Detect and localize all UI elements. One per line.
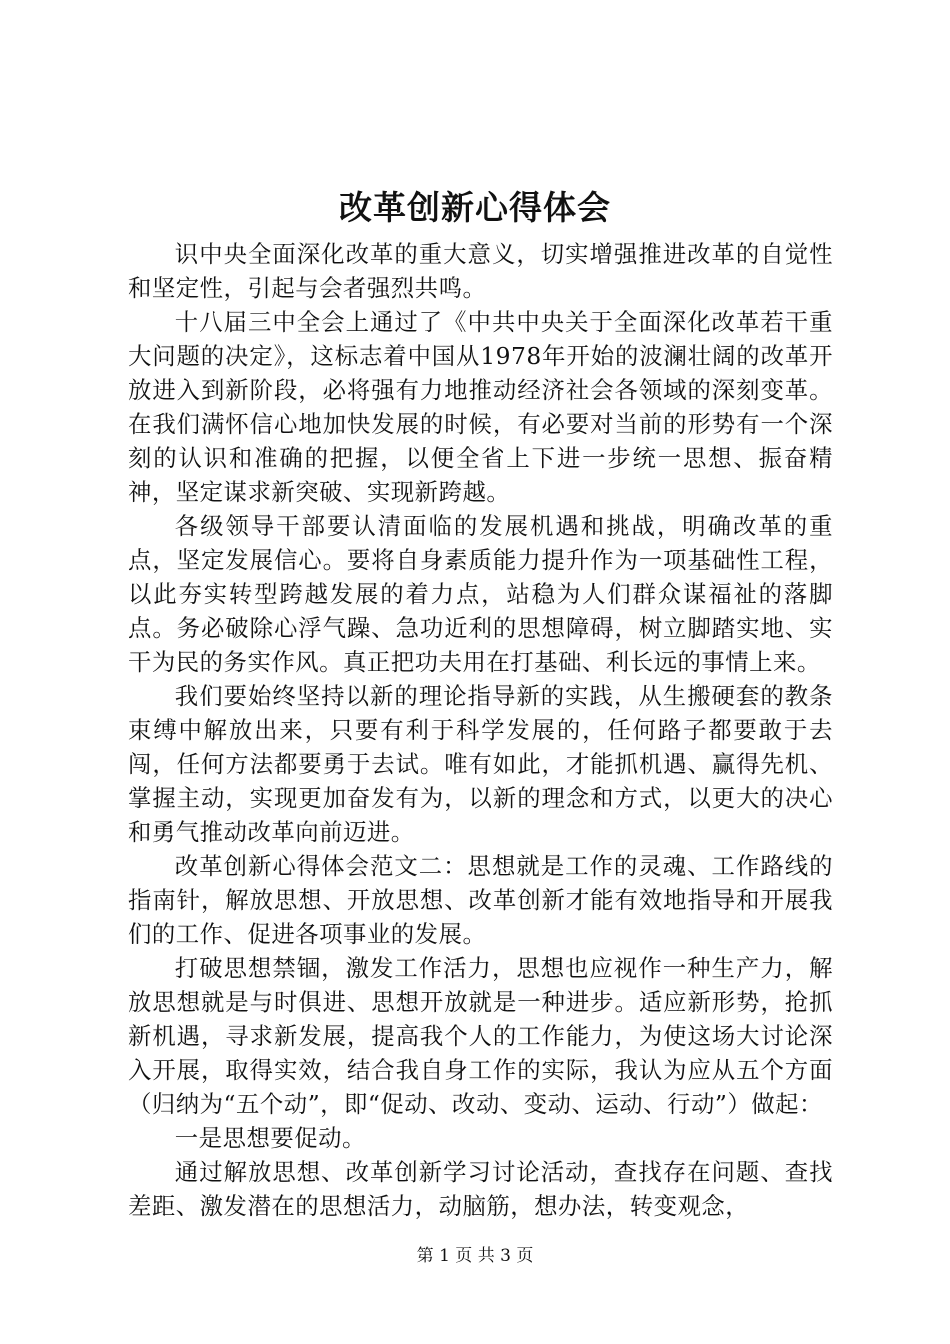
paragraph: 各级领导干部要认清面临的发展机遇和挑战，明确改革的重点，坚定发展信心。要将自身素质能力提升作为一项基础性工程，以此夯实转型跨越发展的着力点，站稳为人们群众谋福祉的落脚点。务必破除心浮气躁、急功近利的思想障碍，树立脚踏实地、实干为民的务实作风。真正把功夫用在打基础、利长远的事情上来。 bbox=[128, 512, 833, 676]
paragraph: 识中央全面深化改革的重大意义，切实增强推进改革的自觉性和坚定性，引起与会者强烈共鸣。 bbox=[128, 240, 833, 302]
paragraph: 一是思想要促动。 bbox=[174, 1124, 366, 1152]
paragraph: 我们要始终坚持以新的理论指导新的实践，从生搬硬套的教条束缚中解放出来，只要有利于科学发展的，任何路子都要敢于去闯，任何方法都要勇于去试。唯有如此，才能抓机遇、赢得先机、掌握主动，实现更加奋发有为，以新的理念和方式，以更大的决心和勇气推动改革向前迈进。 bbox=[128, 682, 833, 846]
paragraph: 打破思想禁锢，激发工作活力，思想也应视作一种生产力，解放思想就是与时俱进、思想开放就是一种进步。适应新形势，抢抓新机遇，寻求新发展，提高我个人的工作能力，为使这场大讨论深入开展，取得实效，结合我自身工作的实际，我认为应从五个方面（归纳为“五个动”，即“促动、改动、变动、运动、行动”）做起： bbox=[128, 954, 833, 1118]
document-title: 改革创新心得体会 bbox=[339, 188, 611, 227]
paragraph: 改革创新心得体会范文二：思想就是工作的灵魂、工作路线的指南针，解放思想、开放思想、改革创新才能有效地指导和开展我们的工作、促进各项事业的发展。 bbox=[128, 852, 833, 948]
paragraph: 十八届三中全会上通过了《中共中央关于全面深化改革若干重大问题的决定》，这标志着中国从1978年开始的波澜壮阔的改革开放进入到新阶段，必将强有力地推动经济社会各领域的深刻变革。在我们满怀信心地加快发展的时候，有必要对当前的形势有一个深刻的认识和准确的把握，以便全省上下进一步统一思想、振奋精神，坚定谋求新突破、实现新跨越。 bbox=[128, 308, 833, 506]
page-number-footer: 第 1 页 共 3 页 bbox=[416, 1246, 534, 1266]
document-body bbox=[128, 237, 833, 1223]
paragraph: 通过解放思想、改革创新学习讨论活动，查找存在问题、查找差距、激发潜在的思想活力，动脑筋，想办法，转变观念， bbox=[128, 1158, 833, 1220]
